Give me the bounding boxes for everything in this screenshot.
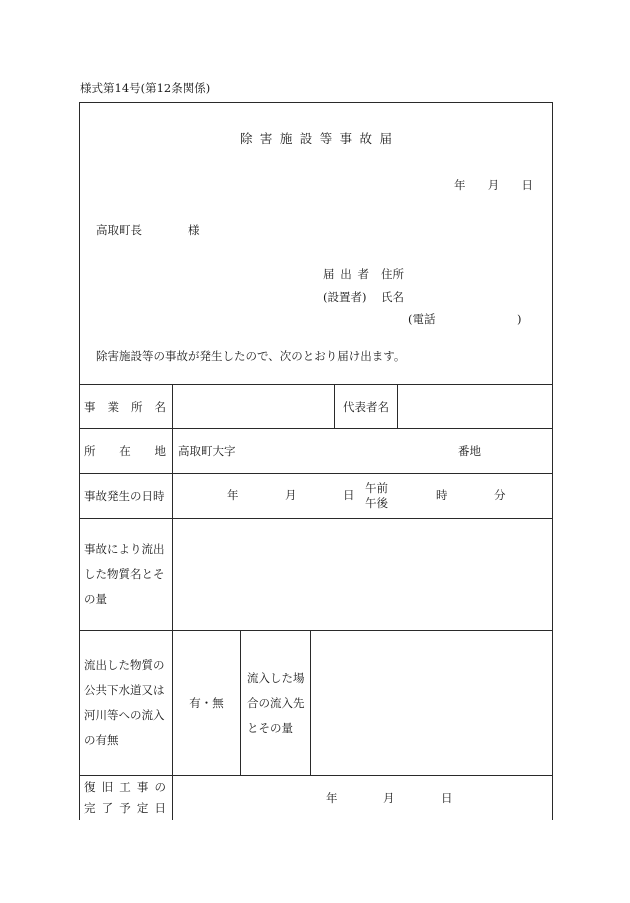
form-title: 除 害 施 設 等 事 故 届 bbox=[240, 131, 392, 146]
substance-label-cell bbox=[80, 519, 172, 630]
location-prefix: 高取町大字 bbox=[178, 444, 236, 458]
occurrence-label-cell bbox=[80, 474, 172, 518]
occurrence-pm: 午後 bbox=[365, 496, 388, 510]
substance-label-line: の量 bbox=[84, 592, 107, 606]
phone-open-label: (電話 bbox=[408, 312, 436, 326]
inflow-label-line: 公共下水道又は bbox=[84, 683, 165, 697]
office-label: 事 業 所 名 bbox=[84, 399, 166, 414]
inflow-presence-cell bbox=[172, 631, 240, 775]
form-frame bbox=[79, 102, 553, 820]
office-value-cell bbox=[172, 385, 334, 428]
inflow-destination-value-cell bbox=[310, 631, 552, 775]
representative-value-cell bbox=[397, 385, 552, 428]
restoration-label-line: 復 旧 工 事 の bbox=[84, 780, 166, 794]
addressee-label: 高取町長 bbox=[96, 223, 142, 237]
restoration-value-cell bbox=[172, 776, 552, 820]
inflow-destination-label-line: とその量 bbox=[247, 720, 293, 735]
location-value-cell bbox=[172, 429, 552, 473]
substance-label-line: した物質名とそ bbox=[84, 567, 165, 581]
inflow-label-line: の有無 bbox=[84, 733, 119, 747]
substance-value-cell bbox=[172, 519, 552, 630]
occurrence-value-cell bbox=[172, 474, 552, 518]
occurrence-month: 月 bbox=[285, 488, 297, 502]
restoration-label-cell bbox=[80, 776, 172, 820]
notifier-role-label: 届 出 者 bbox=[323, 267, 369, 281]
occurrence-year: 年 bbox=[227, 488, 239, 502]
phone-close-label: ) bbox=[517, 312, 522, 326]
substance-label-line: 事故により流出 bbox=[84, 542, 165, 556]
location-label: 所 在 地 bbox=[84, 444, 166, 458]
row-location bbox=[80, 428, 552, 473]
row-occurrence bbox=[80, 473, 552, 518]
row-restoration bbox=[80, 775, 552, 820]
inflow-label-cell bbox=[80, 631, 172, 775]
form-number: 様式第14号(第12条関係) bbox=[80, 81, 211, 95]
notifier-role-alt-label: (設置者) bbox=[323, 290, 367, 304]
restoration-day: 日 bbox=[441, 791, 453, 805]
row-substance bbox=[80, 518, 552, 630]
representative-label-cell bbox=[334, 385, 397, 428]
inflow-destination-label-cell bbox=[240, 631, 310, 775]
row-inflow bbox=[80, 630, 552, 775]
office-label-cell bbox=[80, 385, 172, 428]
occurrence-day: 日 bbox=[343, 488, 355, 502]
row-office bbox=[80, 384, 552, 428]
location-suffix: 番地 bbox=[458, 444, 481, 458]
occurrence-am: 午前 bbox=[365, 481, 388, 495]
restoration-month: 月 bbox=[383, 791, 395, 805]
inflow-destination-label-line: 合の流入先 bbox=[247, 695, 305, 710]
location-label-cell bbox=[80, 429, 172, 473]
submission-date-line: 年 月 日 bbox=[454, 178, 533, 192]
restoration-label-line: 完 了 予 定 日 bbox=[84, 801, 166, 815]
restoration-year: 年 bbox=[326, 791, 338, 805]
statement-text: 除害施設等の事故が発生したので、次のとおり届け出ます。 bbox=[96, 349, 406, 363]
representative-label: 代表者名 bbox=[343, 399, 389, 414]
inflow-label-line: 流出した物質の bbox=[84, 658, 165, 672]
occurrence-hour: 時 bbox=[436, 488, 448, 502]
inflow-presence: 有・無 bbox=[189, 696, 224, 710]
name-label: 氏名 bbox=[381, 290, 404, 304]
address-label: 住所 bbox=[381, 267, 404, 281]
occurrence-minute: 分 bbox=[494, 488, 506, 502]
inflow-destination-label-line: 流入した場 bbox=[247, 670, 305, 685]
occurrence-label: 事故発生の日時 bbox=[84, 489, 165, 503]
honorific-label: 様 bbox=[188, 223, 200, 237]
inflow-label-line: 河川等への流入 bbox=[84, 708, 165, 722]
